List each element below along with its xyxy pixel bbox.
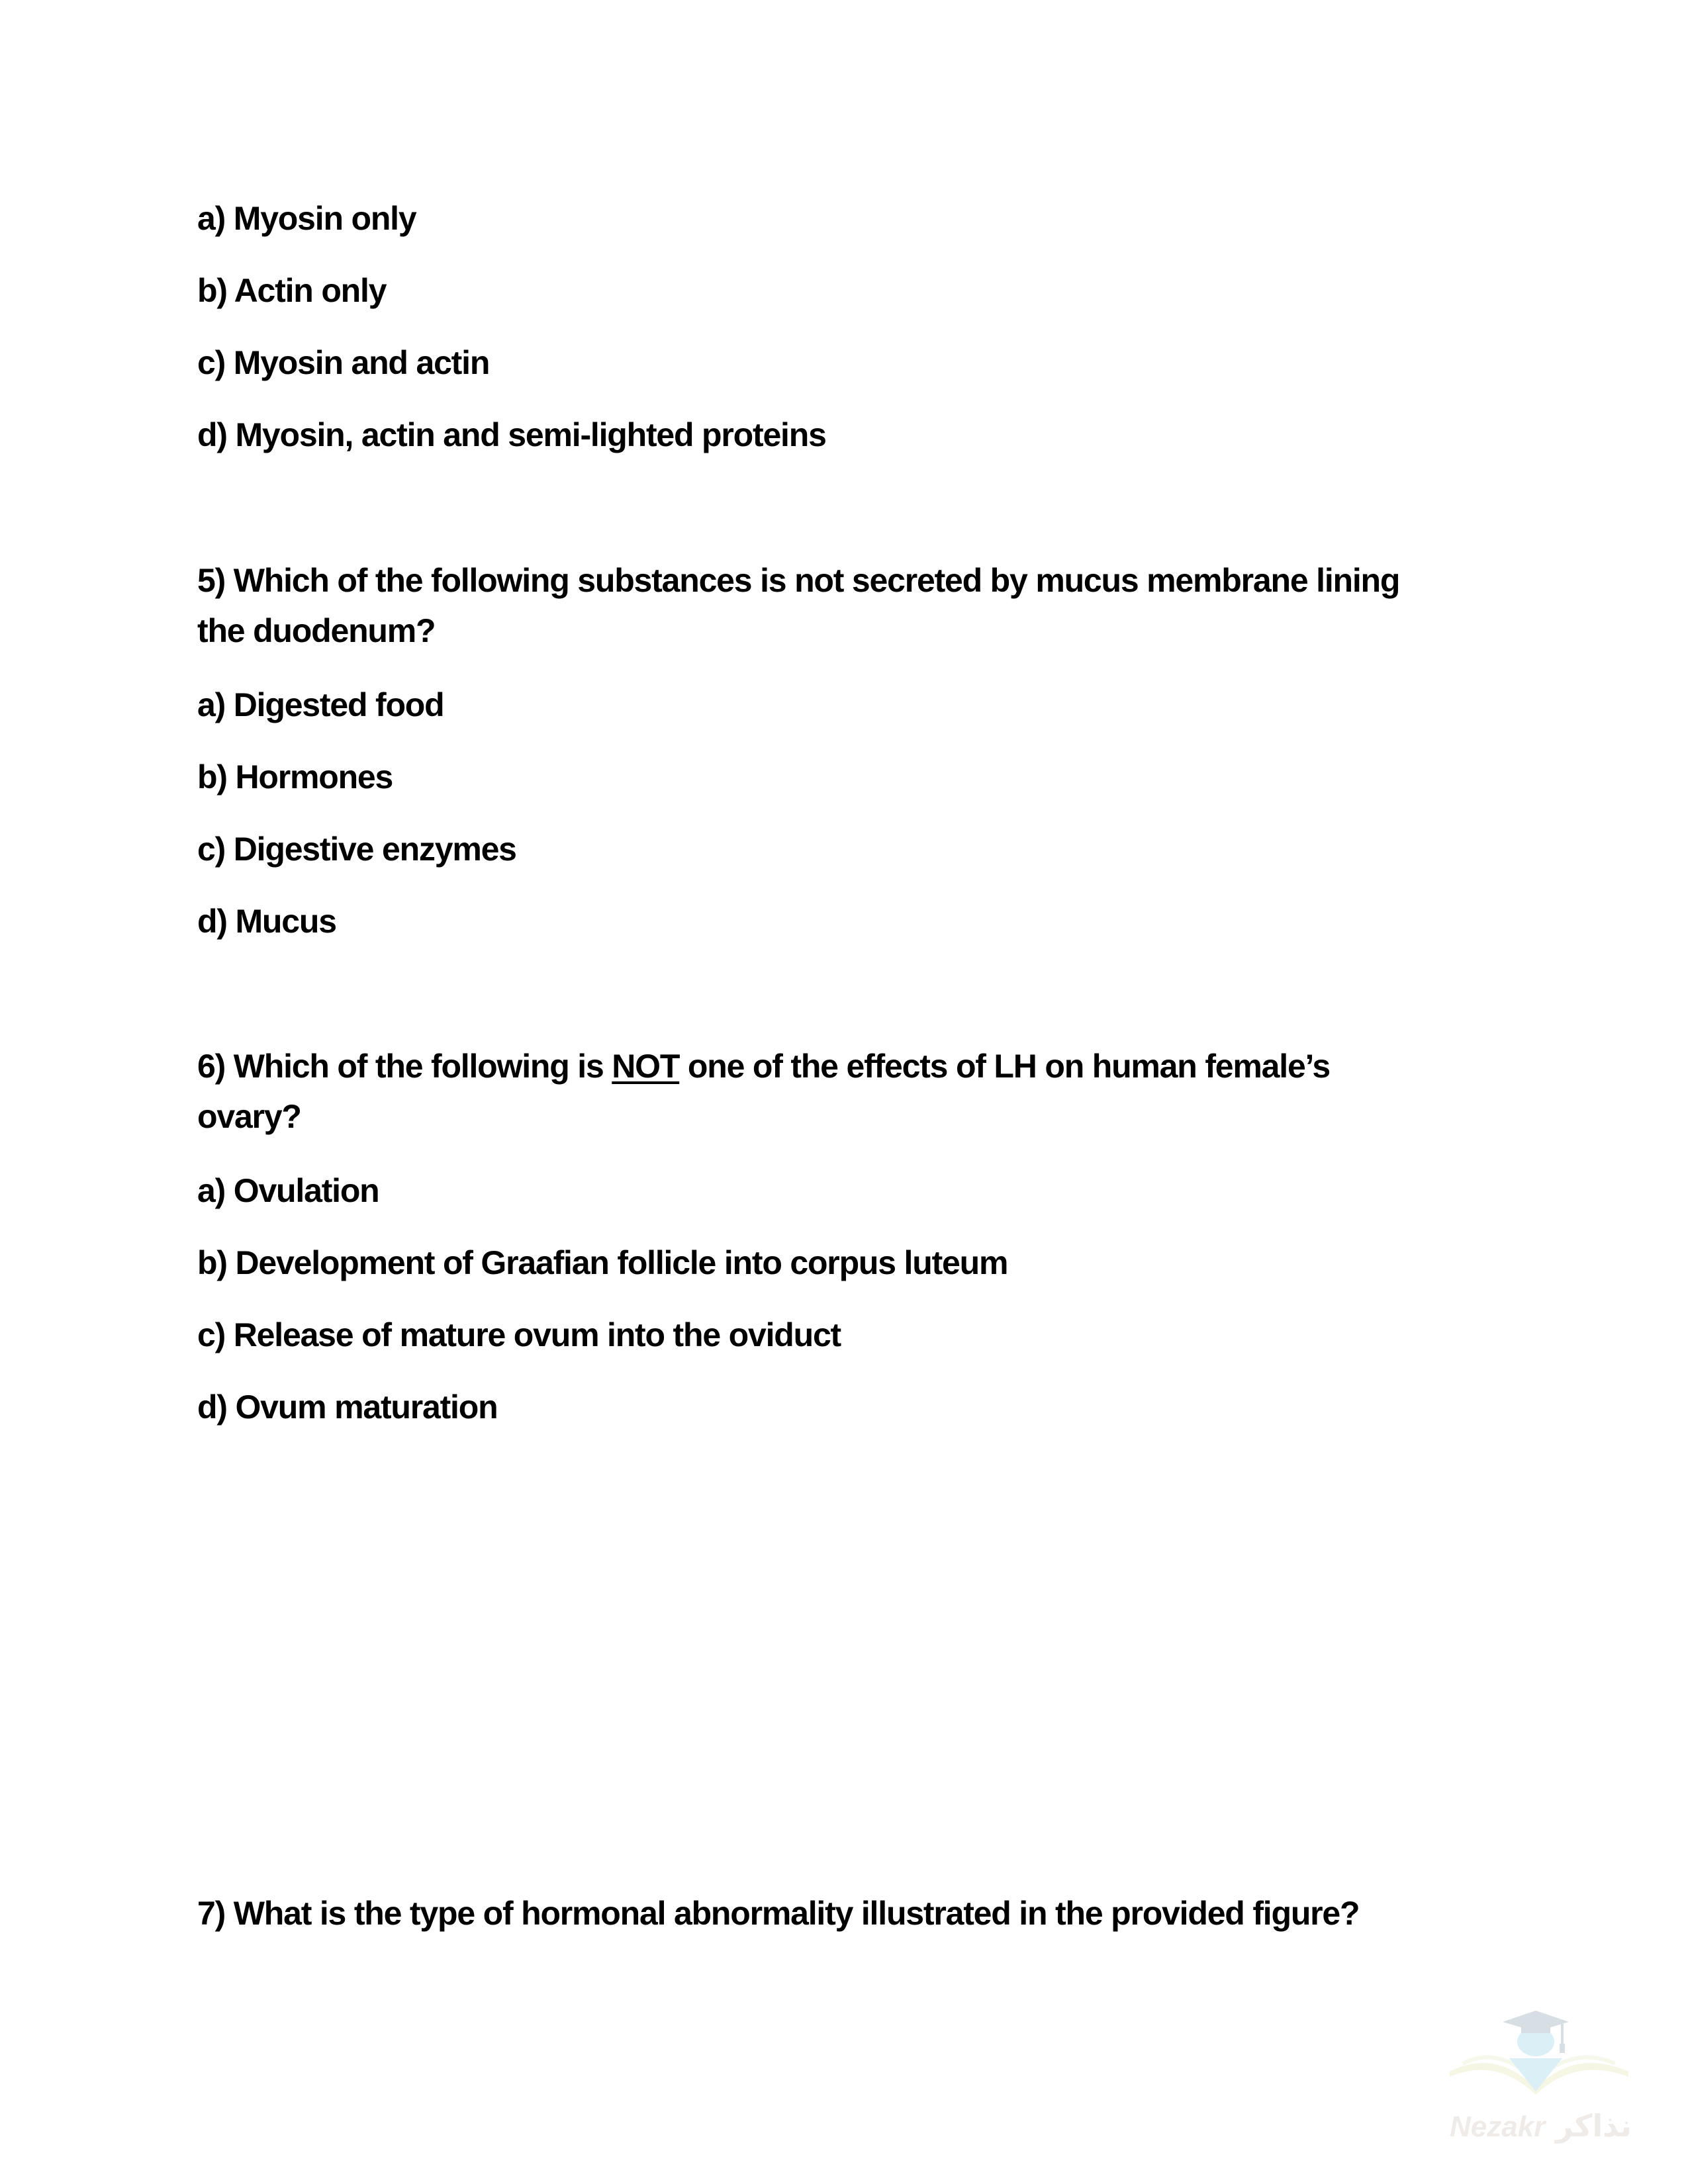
q6-option-a: a) Ovulation bbox=[197, 1172, 379, 1209]
q6-stem-line1 bbox=[197, 1050, 1330, 1083]
q6-stem-emphasis: NOT bbox=[612, 1048, 680, 1085]
q4-option-d: d) Myosin, actin and semi-lighted proteins bbox=[197, 416, 826, 453]
q7-stem: 7) What is the type of hormonal abnormality illustrated in the provided figure? bbox=[197, 1895, 1360, 1932]
nezakr-watermark-logo bbox=[1436, 1992, 1642, 2151]
q5-stem-line1: 5) Which of the following substances is not secreted by mucus membrane lining bbox=[197, 562, 1400, 599]
q6-option-d: d) Ovum maturation bbox=[197, 1388, 498, 1426]
q6-stem-post: one of the effects of LH on human female’s bbox=[679, 1048, 1330, 1085]
q4-option-c: c) Myosin and actin bbox=[197, 344, 490, 381]
q5-option-d: d) Mucus bbox=[197, 903, 336, 940]
q5-option-b: b) Hormones bbox=[197, 758, 393, 796]
watermark-latin-text: Nezakr bbox=[1450, 2111, 1546, 2143]
q5-option-a: a) Digested food bbox=[197, 686, 444, 723]
watermark-arabic-text: نذاكر bbox=[1556, 2108, 1632, 2144]
q6-option-c: c) Release of mature ovum into the oviduct bbox=[197, 1316, 841, 1353]
q4-option-b: b) Actin only bbox=[197, 272, 387, 309]
q6-stem-pre: 6) Which of the following is bbox=[197, 1048, 612, 1085]
q4-option-a: a) Myosin only bbox=[197, 200, 416, 237]
q6-stem-line2: ovary? bbox=[197, 1098, 301, 1135]
q5-stem-line2: the duodenum? bbox=[197, 612, 436, 649]
graduate-book-icon bbox=[1436, 1992, 1642, 2151]
q6-option-b: b) Development of Graafian follicle into corpus luteum bbox=[197, 1244, 1008, 1281]
q5-option-c: c) Digestive enzymes bbox=[197, 831, 516, 868]
